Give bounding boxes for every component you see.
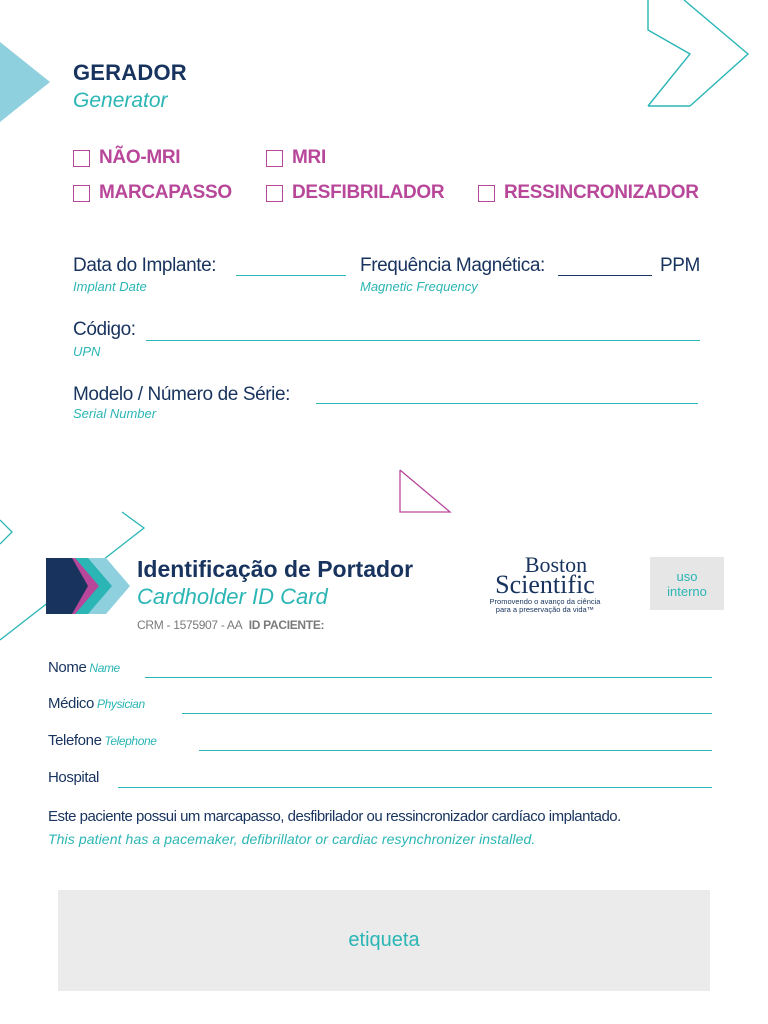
internal-use-line2: interno (667, 583, 707, 599)
patient-id-label: ID PACIENTE: (248, 618, 325, 632)
checkbox-desfibrilador[interactable] (266, 182, 444, 204)
logo-line1: Boston (524, 552, 588, 577)
telephone-label (48, 732, 157, 749)
logo-tagline2: para a preservação da vida™ (495, 605, 595, 614)
implant-date-field[interactable] (236, 275, 346, 276)
chevron-outline-icon (648, 0, 690, 106)
model-serial-field[interactable] (316, 403, 698, 404)
generator-title: GERADOR (73, 60, 187, 85)
name-label-pt: Nome (48, 659, 87, 676)
logo-tagline1: Promovendo o avanço da ciência (489, 597, 601, 606)
card-subtitle: Cardholder ID Card (137, 584, 328, 609)
logo-line2: Scientific (495, 570, 595, 599)
card-title: Identificação de Portador (137, 556, 414, 582)
generator-subtitle: Generator (73, 89, 168, 112)
hospital-field[interactable] (118, 787, 712, 788)
checkbox-label: DESFIBRILADOR (292, 182, 445, 203)
arrow-triangle-icon (0, 42, 50, 122)
checkbox-label: RESSINCRONIZADOR (504, 182, 699, 203)
checkbox-mri[interactable] (266, 147, 326, 169)
patient-note-pt: Este paciente possui um marcapasso, desfibrilador ou ressincronizador cardíaco implantado. (48, 808, 621, 825)
code-field[interactable] (146, 340, 700, 341)
telephone-label-en: Telephone (104, 734, 157, 748)
code-label: Código: (73, 319, 136, 340)
label-area (58, 890, 710, 991)
physician-label-pt: Médico (48, 695, 94, 712)
physician-label-en: Physician (96, 697, 145, 711)
magnetic-frequency-label: Frequência Magnética: (360, 255, 545, 276)
checkbox-box[interactable] (266, 185, 283, 202)
label-area-text: etiqueta (348, 929, 420, 951)
crm-number: CRM - 1575907 - AA (137, 618, 242, 632)
checkbox-marcapasso[interactable] (73, 182, 232, 204)
hospital-label (48, 769, 99, 786)
telephone-field[interactable] (199, 750, 712, 751)
telephone-label-pt: Telefone (48, 732, 102, 749)
model-serial-label: Modelo / Número de Série: (73, 384, 291, 405)
pink-chevron-icon (400, 470, 450, 512)
checkbox-box[interactable] (266, 150, 283, 167)
hospital-label-pt: Hospital (48, 769, 99, 786)
boston-scientific-logo (470, 552, 620, 614)
code-sublabel: UPN (73, 344, 101, 359)
crm-code (137, 618, 324, 632)
checkbox-label: MRI (292, 147, 326, 168)
checkbox-box[interactable] (478, 185, 495, 202)
name-label (48, 659, 120, 676)
checkbox-label: MARCAPASSO (99, 182, 232, 203)
name-field[interactable] (145, 677, 712, 678)
implant-date-sublabel: Implant Date (73, 279, 147, 294)
card-logo-icon (46, 558, 130, 614)
checkbox-ressincronizador[interactable] (478, 182, 699, 204)
ppm-unit: PPM (660, 255, 700, 276)
checkbox-nao-mri[interactable] (73, 147, 180, 169)
magnetic-frequency-field[interactable] (558, 275, 652, 276)
model-serial-sublabel: Serial Number (73, 406, 157, 421)
patient-note-en: This patient has a pacemaker, defibrillator or cardiac resynchronizer installed. (48, 831, 536, 847)
physician-field[interactable] (182, 713, 712, 714)
checkbox-box[interactable] (73, 150, 90, 167)
checkbox-label: NÃO-MRI (99, 147, 181, 168)
internal-use-box (650, 557, 724, 610)
name-label-en: Name (89, 661, 120, 675)
physician-label (48, 695, 145, 712)
implant-date-label: Data do Implante: (73, 255, 217, 276)
checkbox-box[interactable] (73, 185, 90, 202)
magnetic-frequency-sublabel: Magnetic Frequency (360, 279, 478, 294)
internal-use-line1: uso (676, 568, 698, 584)
